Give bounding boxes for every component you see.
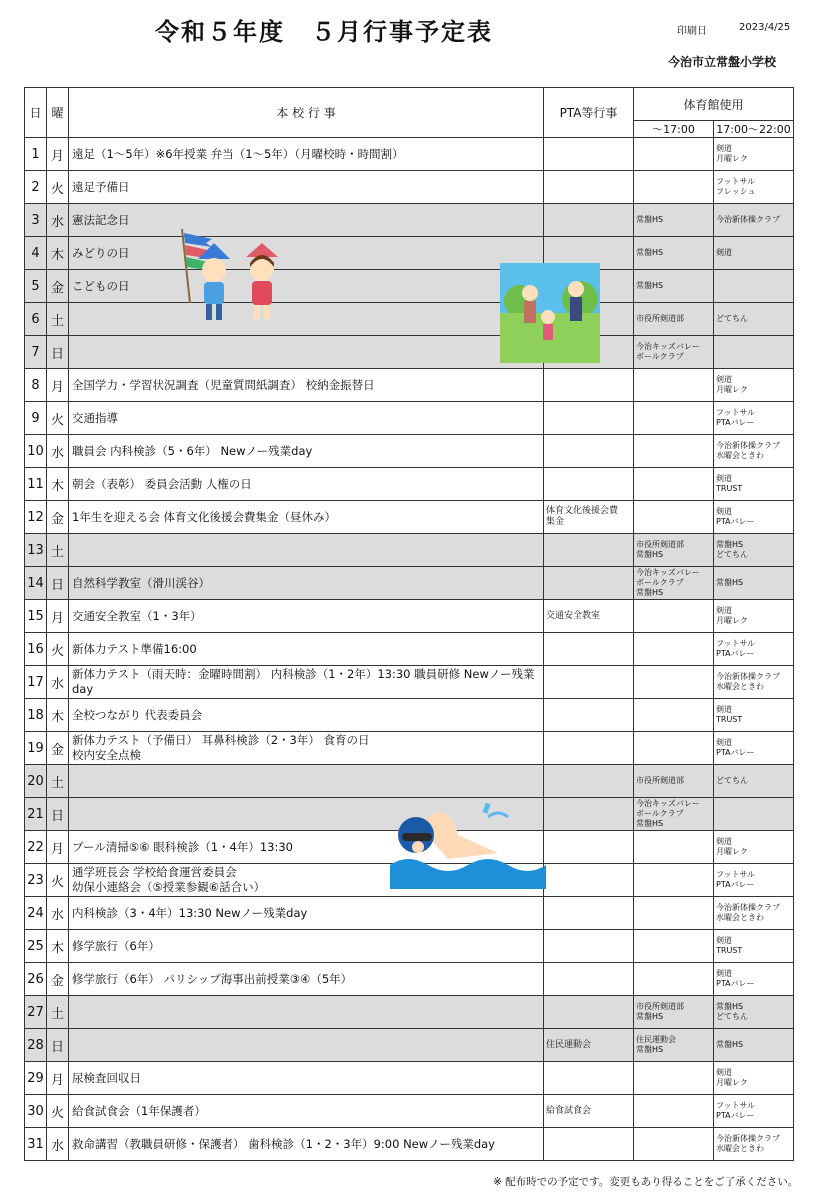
page-title: 令和５年度 ５月行事予定表 bbox=[155, 18, 493, 46]
table-row bbox=[25, 996, 794, 1029]
gym-late-cell: 今治新体操クラブ 水曜会ときわ bbox=[714, 897, 794, 930]
event-cell: 自然科学教室（滑川渓谷） bbox=[69, 567, 544, 600]
gym-early-cell bbox=[634, 897, 714, 930]
pta-cell bbox=[544, 798, 634, 831]
event-cell: 全校つながり 代表委員会 bbox=[69, 699, 544, 732]
table-row bbox=[25, 633, 794, 666]
gym-early-cell bbox=[634, 1095, 714, 1128]
gym-early-cell: 今治キッズバレー ボールクラブ 常盤HS bbox=[634, 567, 714, 600]
event-cell bbox=[69, 303, 544, 336]
gym-late-cell: 常盤HS どてちん bbox=[714, 534, 794, 567]
event-cell bbox=[69, 996, 544, 1029]
gym-early-cell bbox=[634, 171, 714, 204]
gym-late-cell: 今治新体操クラブ 水曜会ときわ bbox=[714, 666, 794, 699]
table-row bbox=[25, 435, 794, 468]
event-cell: こどもの日 bbox=[69, 270, 544, 303]
day-cell: 18 bbox=[25, 699, 47, 732]
day-cell: 25 bbox=[25, 930, 47, 963]
event-cell: 内科検診（3・4年）13:30 Newノー残業day bbox=[69, 897, 544, 930]
gym-early-cell bbox=[634, 1128, 714, 1161]
gym-late-cell bbox=[714, 270, 794, 303]
weekday-cell: 金 bbox=[47, 732, 69, 765]
table-row bbox=[25, 732, 794, 765]
day-cell: 10 bbox=[25, 435, 47, 468]
weekday-cell: 火 bbox=[47, 171, 69, 204]
gym-early-cell bbox=[634, 600, 714, 633]
weekday-cell: 水 bbox=[47, 666, 69, 699]
gym-late-cell: 常盤HS bbox=[714, 567, 794, 600]
table-row bbox=[25, 1128, 794, 1161]
table-row bbox=[25, 897, 794, 930]
print-date-label: 印刷日 bbox=[677, 26, 707, 37]
gym-early-cell bbox=[634, 369, 714, 402]
event-cell: 遠足予備日 bbox=[69, 171, 544, 204]
weekday-cell: 日 bbox=[47, 567, 69, 600]
event-cell: 遠足（1～5年）※6年授業 弁当（1～5年）（月曜校時・時間割） bbox=[69, 138, 544, 171]
pta-cell bbox=[544, 963, 634, 996]
event-cell: 全国学力・学習状況調査（児童質問紙調査） 校納金振替日 bbox=[69, 369, 544, 402]
gym-early-cell bbox=[634, 435, 714, 468]
day-cell: 15 bbox=[25, 600, 47, 633]
pta-cell bbox=[544, 765, 634, 798]
day-cell: 8 bbox=[25, 369, 47, 402]
table-row bbox=[25, 1029, 794, 1062]
weekday-cell: 日 bbox=[47, 1029, 69, 1062]
gym-early-cell bbox=[634, 666, 714, 699]
day-cell: 21 bbox=[25, 798, 47, 831]
gym-late-cell bbox=[714, 336, 794, 369]
gym-late-cell: 剣道 PTAバレー bbox=[714, 732, 794, 765]
schedule-table bbox=[24, 87, 794, 1161]
gym-late-cell: 剣道 PTAバレー bbox=[714, 501, 794, 534]
day-cell: 20 bbox=[25, 765, 47, 798]
weekday-cell: 月 bbox=[47, 600, 69, 633]
weekday-cell: 月 bbox=[47, 1062, 69, 1095]
pta-cell bbox=[544, 171, 634, 204]
gym-late-cell: フットサル PTAバレー bbox=[714, 402, 794, 435]
event-cell: 1年生を迎える会 体育文化後援会費集金（昼休み） bbox=[69, 501, 544, 534]
table-row bbox=[25, 171, 794, 204]
print-date: 2023/4/25 bbox=[739, 22, 791, 33]
gym-late-cell: 剣道 TRUST bbox=[714, 699, 794, 732]
weekday-cell: 土 bbox=[47, 303, 69, 336]
pta-cell bbox=[544, 468, 634, 501]
weekday-cell: 水 bbox=[47, 1128, 69, 1161]
table-row bbox=[25, 765, 794, 798]
gym-early-cell bbox=[634, 963, 714, 996]
pta-cell bbox=[544, 699, 634, 732]
event-cell: 交通指導 bbox=[69, 402, 544, 435]
gym-early-cell bbox=[634, 402, 714, 435]
weekday-cell: 火 bbox=[47, 864, 69, 897]
event-cell: 修学旅行（6年） bbox=[69, 930, 544, 963]
gym-early-cell bbox=[634, 930, 714, 963]
weekday-cell: 火 bbox=[47, 402, 69, 435]
day-cell: 1 bbox=[25, 138, 47, 171]
weekday-cell: 土 bbox=[47, 765, 69, 798]
gym-early-cell: 今治キッズバレー ボールクラブ 常盤HS bbox=[634, 798, 714, 831]
gym-early-cell: 市役所剣道部 bbox=[634, 303, 714, 336]
day-cell: 12 bbox=[25, 501, 47, 534]
gym-late-cell: フットサル フレッシュ bbox=[714, 171, 794, 204]
day-cell: 11 bbox=[25, 468, 47, 501]
table-row bbox=[25, 138, 794, 171]
gym-early-cell bbox=[634, 468, 714, 501]
pta-cell: 給食試食会 bbox=[544, 1095, 634, 1128]
col-header-gym-slot1: ～17:00 bbox=[634, 121, 714, 138]
event-cell: 新体力テスト準備16:00 bbox=[69, 633, 544, 666]
weekday-cell: 木 bbox=[47, 468, 69, 501]
day-cell: 7 bbox=[25, 336, 47, 369]
table-row bbox=[25, 699, 794, 732]
gym-early-cell bbox=[634, 138, 714, 171]
table-row bbox=[25, 666, 794, 699]
weekday-cell: 木 bbox=[47, 699, 69, 732]
table-row bbox=[25, 501, 794, 534]
gym-early-cell: 住民運動会 常盤HS bbox=[634, 1029, 714, 1062]
event-cell: 朝会（表彰） 委員会活動 人権の日 bbox=[69, 468, 544, 501]
schedule-body bbox=[25, 138, 794, 1161]
gym-late-cell: 常盤HS bbox=[714, 1029, 794, 1062]
weekday-cell: 水 bbox=[47, 897, 69, 930]
gym-late-cell: どてちん bbox=[714, 765, 794, 798]
table-row bbox=[25, 237, 794, 270]
day-cell: 31 bbox=[25, 1128, 47, 1161]
gym-early-cell: 常盤HS bbox=[634, 204, 714, 237]
pta-cell bbox=[544, 402, 634, 435]
weekday-cell: 水 bbox=[47, 435, 69, 468]
gym-early-cell: 今治キッズバレー ボールクラブ bbox=[634, 336, 714, 369]
pta-cell bbox=[544, 138, 634, 171]
table-row bbox=[25, 534, 794, 567]
gym-early-cell bbox=[634, 699, 714, 732]
day-cell: 6 bbox=[25, 303, 47, 336]
pta-cell bbox=[544, 930, 634, 963]
event-cell: 尿検査回収日 bbox=[69, 1062, 544, 1095]
day-cell: 23 bbox=[25, 864, 47, 897]
event-cell bbox=[69, 1029, 544, 1062]
gym-late-cell: フットサル PTAバレー bbox=[714, 633, 794, 666]
school-name: 今治市立常盤小学校 bbox=[668, 55, 777, 69]
weekday-cell: 月 bbox=[47, 831, 69, 864]
gym-late-cell: どてちん bbox=[714, 303, 794, 336]
weekday-cell: 木 bbox=[47, 237, 69, 270]
table-row bbox=[25, 1062, 794, 1095]
gym-late-cell: 今治新体操クラブ 水曜会ときわ bbox=[714, 435, 794, 468]
family-picnic-illustration bbox=[500, 263, 600, 363]
gym-late-cell: 剣道 PTAバレー bbox=[714, 963, 794, 996]
event-cell: 交通安全教室（1・3年） bbox=[69, 600, 544, 633]
day-cell: 19 bbox=[25, 732, 47, 765]
day-cell: 9 bbox=[25, 402, 47, 435]
table-row bbox=[25, 204, 794, 237]
gym-late-cell: 剣道 月曜レク bbox=[714, 369, 794, 402]
day-cell: 16 bbox=[25, 633, 47, 666]
gym-early-cell bbox=[634, 633, 714, 666]
weekday-cell: 火 bbox=[47, 633, 69, 666]
day-cell: 29 bbox=[25, 1062, 47, 1095]
pta-cell bbox=[544, 534, 634, 567]
weekday-cell: 水 bbox=[47, 204, 69, 237]
col-header-gym: 体育館使用 bbox=[634, 88, 794, 121]
gym-late-cell: 剣道 月曜レク bbox=[714, 1062, 794, 1095]
weekday-cell: 火 bbox=[47, 1095, 69, 1128]
gym-early-cell bbox=[634, 732, 714, 765]
pta-cell: 住民運動会 bbox=[544, 1029, 634, 1062]
table-row bbox=[25, 270, 794, 303]
gym-early-cell: 常盤HS bbox=[634, 270, 714, 303]
day-cell: 26 bbox=[25, 963, 47, 996]
weekday-cell: 日 bbox=[47, 336, 69, 369]
gym-late-cell: 剣道 月曜レク bbox=[714, 831, 794, 864]
event-cell bbox=[69, 534, 544, 567]
pta-cell bbox=[544, 831, 634, 864]
table-row bbox=[25, 600, 794, 633]
weekday-cell: 土 bbox=[47, 996, 69, 1029]
weekday-cell: 月 bbox=[47, 138, 69, 171]
gym-late-cell: 剣道 TRUST bbox=[714, 930, 794, 963]
weekday-cell: 金 bbox=[47, 501, 69, 534]
footer-note: ※ 配布時での予定です。変更もあり得ることをご了承ください。 bbox=[493, 1176, 799, 1188]
gym-late-cell bbox=[714, 798, 794, 831]
day-cell: 17 bbox=[25, 666, 47, 699]
gym-early-cell: 市役所剣道部 常盤HS bbox=[634, 996, 714, 1029]
pta-cell bbox=[544, 897, 634, 930]
pta-cell bbox=[544, 666, 634, 699]
day-cell: 30 bbox=[25, 1095, 47, 1128]
event-cell: 給食試食会（1年保護者） bbox=[69, 1095, 544, 1128]
table-row bbox=[25, 930, 794, 963]
weekday-cell: 金 bbox=[47, 270, 69, 303]
event-cell: 救命講習（教職員研修・保護者） 歯科検診（1・2・3年）9:00 Newノー残業day bbox=[69, 1128, 544, 1161]
day-cell: 27 bbox=[25, 996, 47, 1029]
day-cell: 2 bbox=[25, 171, 47, 204]
col-header-dow: 曜 bbox=[47, 88, 69, 138]
event-cell: 新体力テスト（予備日） 耳鼻科検診（2・3年） 食育の日 校内安全点検 bbox=[69, 732, 544, 765]
event-cell: 新体力テスト（雨天時：金曜時間割） 内科検診（1・2年）13:30 職員研修 Newノー残業day bbox=[69, 666, 544, 699]
pta-cell bbox=[544, 1062, 634, 1095]
table-row bbox=[25, 336, 794, 369]
table-row bbox=[25, 402, 794, 435]
event-cell bbox=[69, 765, 544, 798]
day-cell: 4 bbox=[25, 237, 47, 270]
gym-late-cell: 今治新体操クラブ bbox=[714, 204, 794, 237]
event-cell: 職員会 内科検診（5・6年） Newノー残業day bbox=[69, 435, 544, 468]
gym-early-cell bbox=[634, 501, 714, 534]
weekday-cell: 月 bbox=[47, 369, 69, 402]
col-header-day: 日 bbox=[25, 88, 47, 138]
pta-cell bbox=[544, 732, 634, 765]
day-cell: 13 bbox=[25, 534, 47, 567]
col-header-pta: PTA等行事 bbox=[544, 88, 634, 138]
table-row bbox=[25, 303, 794, 336]
gym-late-cell: 常盤HS どてちん bbox=[714, 996, 794, 1029]
gym-late-cell: 剣道 bbox=[714, 237, 794, 270]
pta-cell bbox=[544, 567, 634, 600]
weekday-cell: 日 bbox=[47, 798, 69, 831]
children-koinobori-illustration bbox=[168, 225, 293, 325]
day-cell: 3 bbox=[25, 204, 47, 237]
col-header-gym-slot2: 17:00～22:00 bbox=[714, 121, 794, 138]
gym-late-cell: フットサル PTAバレー bbox=[714, 1095, 794, 1128]
gym-late-cell: 剣道 TRUST bbox=[714, 468, 794, 501]
gym-early-cell bbox=[634, 864, 714, 897]
gym-early-cell: 市役所剣道部 常盤HS bbox=[634, 534, 714, 567]
pta-cell: 体育文化後援会費 集金 bbox=[544, 501, 634, 534]
event-cell: プール清掃⑤⑥ 眼科検診（1・4年）13:30 bbox=[69, 831, 544, 864]
pta-cell bbox=[544, 369, 634, 402]
table-row bbox=[25, 567, 794, 600]
weekday-cell: 土 bbox=[47, 534, 69, 567]
table-row bbox=[25, 963, 794, 996]
swimmer-illustration bbox=[388, 795, 548, 890]
day-cell: 14 bbox=[25, 567, 47, 600]
col-header-events: 本 校 行 事 bbox=[69, 88, 544, 138]
day-cell: 24 bbox=[25, 897, 47, 930]
pta-cell bbox=[544, 996, 634, 1029]
gym-late-cell: 今治新体操クラブ 水曜会ときわ bbox=[714, 1128, 794, 1161]
event-cell bbox=[69, 336, 544, 369]
gym-late-cell: 剣道 月曜レク bbox=[714, 600, 794, 633]
gym-early-cell: 常盤HS bbox=[634, 237, 714, 270]
table-row bbox=[25, 369, 794, 402]
day-cell: 5 bbox=[25, 270, 47, 303]
weekday-cell: 木 bbox=[47, 930, 69, 963]
pta-cell bbox=[544, 1128, 634, 1161]
event-cell: 通学班長会 学校給食運営委員会 幼保小連絡会（⑤授業参観⑥話合い） bbox=[69, 864, 544, 897]
gym-late-cell: 剣道 月曜レク bbox=[714, 138, 794, 171]
event-cell: みどりの日 bbox=[69, 237, 544, 270]
gym-late-cell: フットサル PTAバレー bbox=[714, 864, 794, 897]
pta-cell bbox=[544, 204, 634, 237]
pta-cell bbox=[544, 435, 634, 468]
pta-cell bbox=[544, 633, 634, 666]
gym-early-cell bbox=[634, 831, 714, 864]
gym-early-cell bbox=[634, 1062, 714, 1095]
pta-cell bbox=[544, 864, 634, 897]
event-cell: 憲法記念日 bbox=[69, 204, 544, 237]
table-row bbox=[25, 468, 794, 501]
table-row bbox=[25, 1095, 794, 1128]
day-cell: 28 bbox=[25, 1029, 47, 1062]
day-cell: 22 bbox=[25, 831, 47, 864]
gym-early-cell: 市役所剣道部 bbox=[634, 765, 714, 798]
event-cell: 修学旅行（6年） パリシップ海事出前授業③④（5年） bbox=[69, 963, 544, 996]
weekday-cell: 金 bbox=[47, 963, 69, 996]
pta-cell: 交通安全教室 bbox=[544, 600, 634, 633]
